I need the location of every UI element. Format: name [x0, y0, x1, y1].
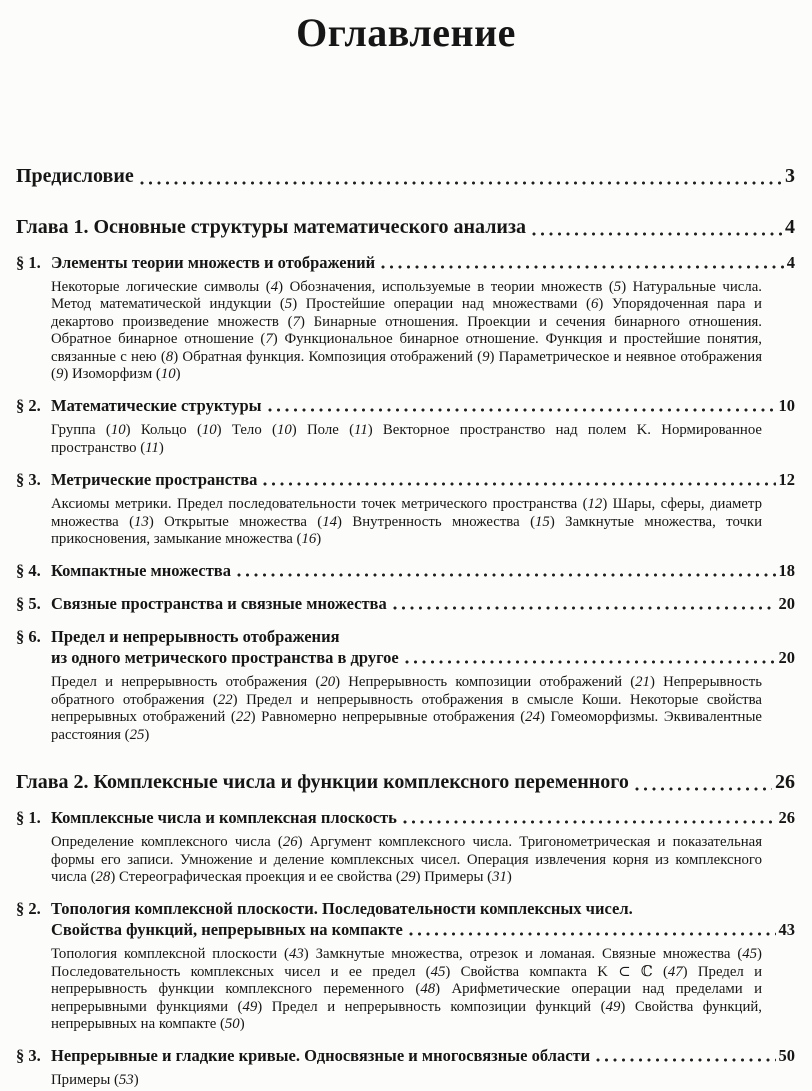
section-description: Группа (10) Кольцо (10) Тело (10) Поле (11) Векторное пространство над полем K. Нормированное пространство (11): [51, 422, 762, 456]
dotted-leader: [405, 660, 776, 664]
section-title-row: [51, 252, 795, 273]
section-number: § 3.: [16, 1046, 41, 1066]
section-entry-ch2-s3: [16, 1045, 796, 1089]
section-title: Непрерывные и гладкие кривые. Односвязные и многосвязные области: [51, 1046, 591, 1066]
section-entry-ch1-s5: [16, 593, 796, 614]
section-page-number: 18: [778, 561, 795, 581]
section-title-line-1: Топология комплексной плоскости. Последовательности комплексных чисел.: [51, 899, 633, 919]
dotted-leader: [409, 932, 776, 936]
chapter-title: Глава 1. Основные структуры математического анализа: [16, 216, 526, 238]
section-title-row: [51, 807, 795, 828]
section-title-line-2: Свойства функций, непрерывных на компакте: [51, 920, 403, 940]
section-title: Компактные множества: [51, 561, 231, 581]
section-title-row: [51, 560, 795, 581]
section-page-number: 4: [786, 253, 795, 272]
section-entry-ch1-s3: [16, 469, 796, 548]
section-title: Метрические пространства: [51, 470, 258, 490]
section-number: § 5.: [16, 594, 41, 614]
section-title-row: [51, 469, 795, 490]
section-title: Комплексные числа и комплексная плоскость: [51, 808, 397, 828]
chapter-page-number: 26: [775, 771, 795, 794]
section-title-row: [51, 395, 795, 416]
chapter-title: Глава 2. Комплексные числа и функции комплексного переменного: [16, 771, 629, 794]
section-number: § 1.: [16, 253, 41, 272]
section-title-line-1: Предел и непрерывность отображения: [51, 627, 340, 647]
dotted-leader: [381, 265, 784, 269]
section-description: Определение комплексного числа (26) Аргумент комплексного числа. Тригонометрическая и показательная формы его записи. Умножение и деление комплексных чисел. Операция извлечения корня из комплексного числа (28) Стереографическая проекция и ее свойства (29) Примеры (31): [51, 834, 762, 885]
dotted-leader: [393, 606, 776, 610]
section-entry-ch1-s6: [16, 626, 796, 744]
section-description: Некоторые логические символы (4) Обозначения, используемые в теории множеств (5) Натуральные числа. Метод математической индукции (5) Простейшие операции над множествами (6) Упорядоченная пара и декартово произведение множеств (7) Бинарные отношения. Проекции и сечения бинарного отношения. Обратное бинарное отношение (7) Функциональное бинарное отношение. Функция и простейшие понятия, связанные с нею (8) Обратная функция. Композиция отображений (9) Параметрическое и неявное отображения (9) Изоморфизм (10): [51, 279, 763, 383]
section-description: Аксиомы метрики. Предел последовательности точек метрического пространства (12) Шары, сферы, диаметр множества (13) Открытые множества (14) Внутренность множества (15) Замкнутые множества, точки прикосновения, замыкание множества (16): [51, 496, 763, 548]
dotted-leader: [263, 482, 775, 486]
section-page-number: 50: [778, 1046, 795, 1066]
dotted-leader: [403, 820, 776, 824]
section-title-row: [51, 593, 795, 614]
section-page-number: 10: [778, 396, 795, 416]
section-entry-ch2-s1: [16, 807, 796, 886]
chapter-2-heading: [16, 770, 795, 795]
preface-entry: [16, 164, 795, 189]
dotted-leader: [237, 573, 776, 577]
section-title-line-2: из одного метрического пространства в другое: [51, 648, 399, 668]
chapter-1-heading: [16, 215, 795, 240]
dotted-leader: [532, 232, 782, 236]
dotted-leader: [596, 1058, 775, 1062]
section-number: § 3.: [16, 470, 41, 490]
section-description: Примеры (53): [51, 1072, 139, 1089]
dotted-leader: [635, 787, 772, 791]
page-title: Оглавление: [296, 10, 516, 55]
section-page-number: 26: [778, 808, 795, 828]
section-description: Предел и непрерывность отображения (20) Непрерывность композиции отображений (21) Непрерывность обратного отображения (22) Предел и непрерывность отображения в смысле Коши. Некоторые свойства непрерывных отображений (22) Равномерно непрерывные отображения (24) Гомеоморфизмы. Эквивалентные расстояния (25): [51, 674, 763, 743]
section-page-number: 43: [778, 920, 795, 940]
section-number: § 6.: [16, 627, 41, 647]
section-number: § 2.: [16, 899, 41, 919]
chapter-page-number: 4: [785, 216, 795, 238]
section-page-number: 20: [778, 594, 795, 614]
section-entry-ch1-s2: [16, 395, 796, 457]
section-number: § 4.: [16, 561, 41, 581]
section-entry-ch2-s2: [16, 898, 796, 1033]
section-page-number: 20: [778, 648, 795, 668]
section-title-row: [51, 1045, 795, 1066]
section-number: § 1.: [16, 808, 41, 828]
section-title-row: [51, 647, 795, 668]
section-entry-ch1-s4: [16, 560, 796, 581]
preface-page-number: 3: [785, 165, 795, 187]
section-entry-ch1-s1: [16, 252, 796, 383]
preface-label: Предисловие: [16, 165, 134, 187]
section-title: Математические структуры: [51, 396, 262, 416]
section-title: Связные пространства и связные множества: [51, 594, 387, 614]
section-title-row: [51, 919, 795, 940]
section-title: Элементы теории множеств и отображений: [51, 253, 376, 272]
section-description: Топология комплексной плоскости (43) Замкнутые множества, отрезок и ломаная. Связные множества (45) Последовательность комплексных чисел и ее предел (45) Свойства компакта K ⊂ ℂ (47) Предел и непрерывность функции комплексного переменного (48) Арифметические операции над пределами и непрерывными функциями (49) Предел и непрерывность композиции функций (49) Свойства функций, непрерывных на компакте (50): [51, 946, 763, 1032]
section-page-number: 12: [778, 470, 795, 490]
section-number: § 2.: [16, 396, 41, 416]
dotted-leader: [140, 181, 782, 185]
dotted-leader: [268, 408, 776, 412]
